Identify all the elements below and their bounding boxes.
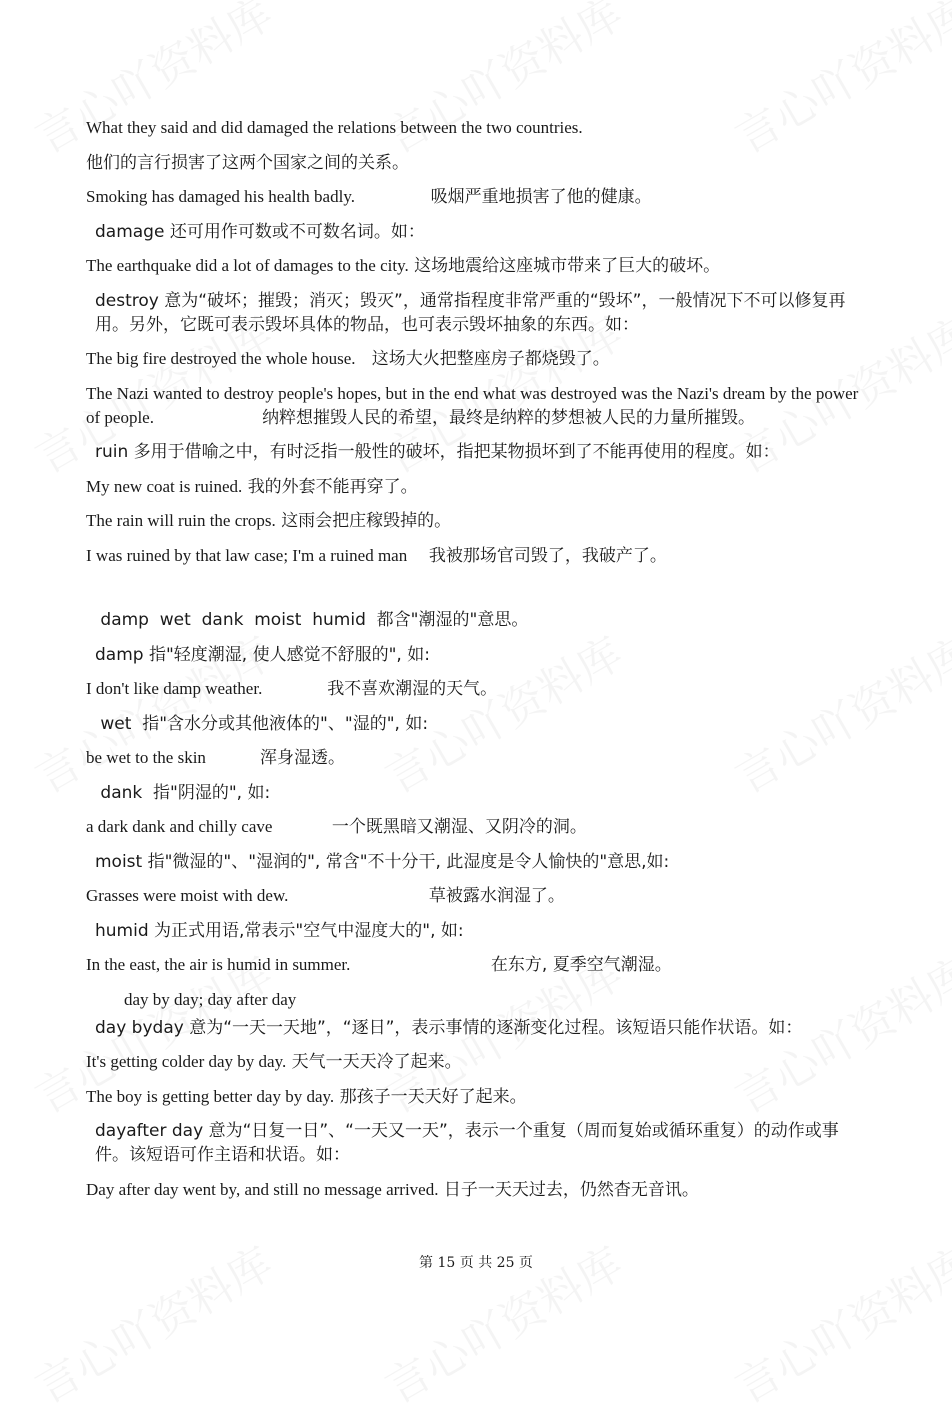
explanation-line: moist 指"微湿的"、"湿润的", 常含"不十分干, 此湿度是令人愉快的"意思,如:	[95, 851, 670, 872]
explanation-line: day byday 意为“一天一天地”，“逐日”，表示事情的逐渐变化过程。该短语只能作状语。如：	[95, 1017, 803, 1038]
example-line: Smoking has damaged his health badly. 吸烟严重地损害了他的健康。	[86, 187, 652, 207]
example-line: be wet to the skin 浑身湿透。	[86, 748, 345, 768]
page-footer: 第 15 页 共 25 页	[419, 1255, 533, 1271]
example-line: The earthquake did a lot of damages to the city. 这场地震给这座城市带来了巨大的破坏。	[86, 256, 721, 276]
explanation-line: dank 指"阴湿的", 如:	[95, 782, 271, 803]
example-line: What they said and did damaged the relations between the two countries.	[86, 118, 583, 137]
explanation-line: destroy 意为“破坏；摧毁；消灭；毁灭”，通常指程度非常严重的“毁坏”，一般情况下不可以修复再用。另外，它既可表示毁坏具体的物品，也可表示毁坏抽象的东西。如：	[95, 290, 846, 335]
example-line: In the east, the air is humid in summer. 在东方, 夏季空气潮湿。	[86, 955, 672, 975]
example-line: a dark dank and chilly cave 一个既黑暗又潮湿、又阴冷的洞。	[86, 817, 587, 837]
explanation-line: dayafter day 意为“日复一日”、“一天又一天”，表示一个重复（周而复始或循环重复）的动作或事件。该短语可作主语和状语。如：	[95, 1121, 839, 1165]
explanation-line: damp 指"轻度潮湿, 使人感觉不舒服的", 如:	[95, 644, 430, 665]
example-line: It's getting colder day by day. 天气一天天冷了起来。	[86, 1052, 462, 1072]
explanation-line: humid 为正式用语,常表示"空气中湿度大的", 如:	[95, 920, 464, 941]
section-heading: damp wet dank moist humid 都含"潮湿的"意思。	[95, 610, 529, 630]
explanation-line: wet 指"含水分或其他液体的"、"湿的", 如:	[95, 713, 429, 734]
example-line: I don't like damp weather. 我不喜欢潮湿的天气。	[86, 679, 498, 699]
document-body	[86, 116, 866, 1212]
explanation-line: ruin 多用于借喻之中，有时泛指一般性的破坏，指把某物损坏到了不能再使用的程度。如：	[95, 442, 780, 462]
section-heading: day by day; day after day	[124, 989, 297, 1009]
example-line: Day after day went by, and still no message arrived. 日子一天天过去，仍然杳无音讯。	[86, 1179, 699, 1200]
example-line: Grasses were moist with dew. 草被露水润湿了。	[86, 886, 565, 906]
explanation-line: damage 还可用作可数或不可数名词。如：	[95, 221, 425, 242]
example-line: The Nazi wanted to destroy people's hopes, but in the end what was destroyed was the Nazi's dream by the power of people. 纳粹想摧毁人民的希望，最终是纳粹的梦想被人民的力量所摧毁。	[86, 383, 863, 428]
example-line: I was ruined by that law case; I'm a ruined man 我被那场官司毁了，我破产了。	[86, 545, 667, 566]
example-line: The rain will ruin the crops. 这雨会把庄稼毁掉的。	[86, 511, 452, 531]
example-line: My new coat is ruined. 我的外套不能再穿了。	[86, 476, 418, 497]
example-line: The boy is getting better day by day. 那孩子一天天好了起来。	[86, 1086, 527, 1107]
section-gap	[86, 578, 866, 608]
translation-line: 他们的言行损害了这两个国家之间的关系。	[86, 152, 409, 173]
example-line: The big fire destroyed the whole house. 这场大火把整座房子都烧毁了。	[86, 349, 610, 369]
